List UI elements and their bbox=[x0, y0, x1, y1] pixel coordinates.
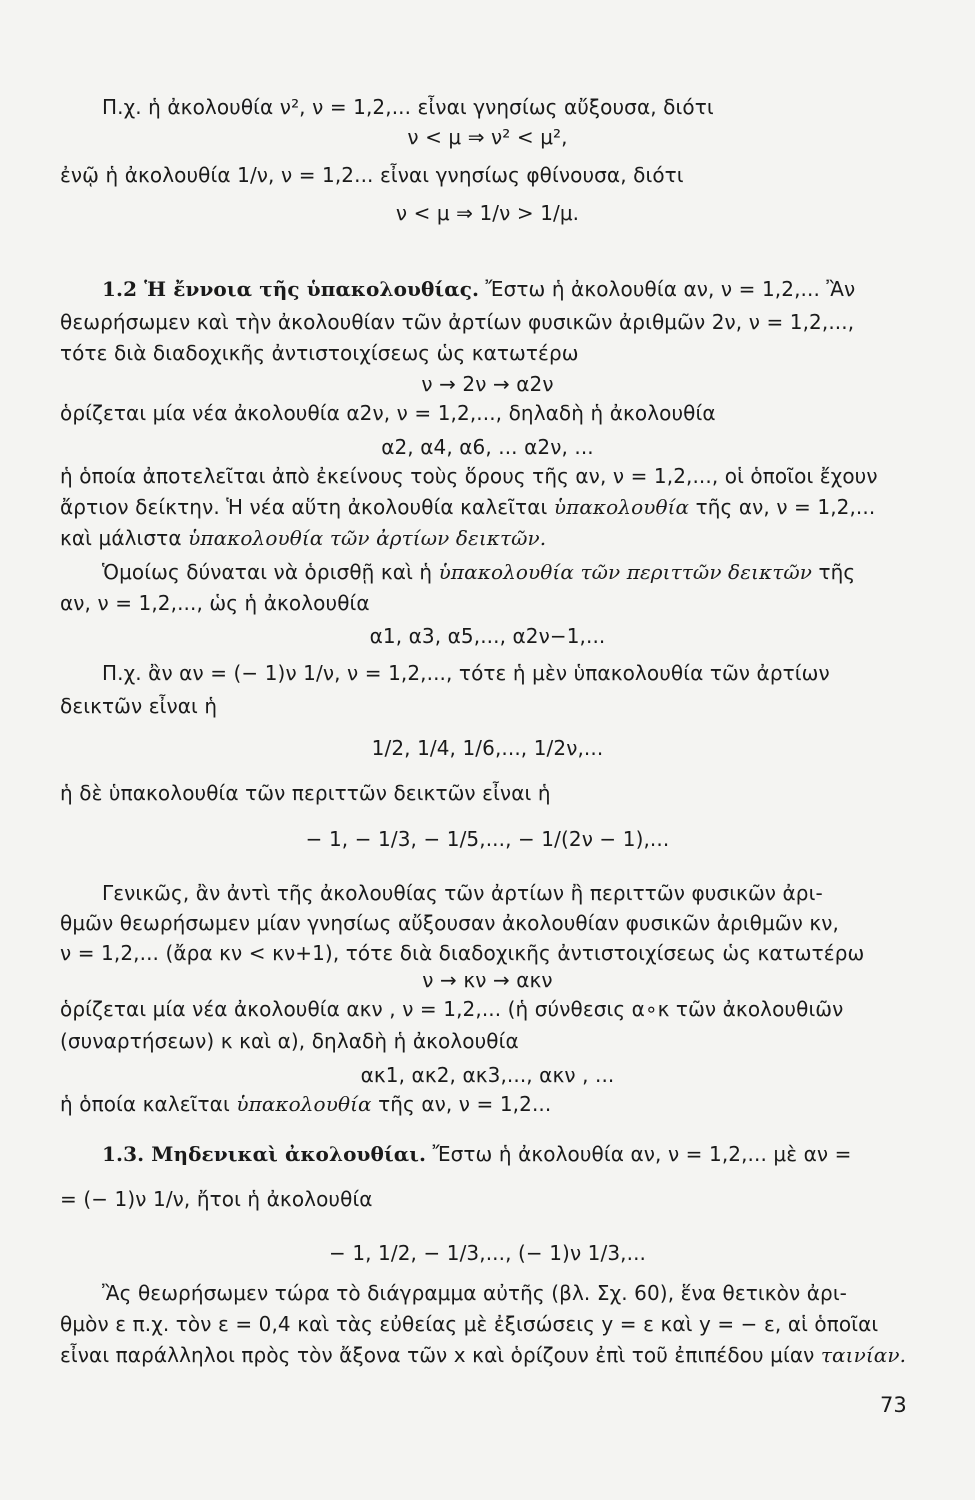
italic-term: ὑπακολουθία bbox=[553, 495, 690, 519]
text-run: τῆς αν, ν = 1,2... bbox=[378, 1092, 552, 1116]
text-run: ἄρτιον δείκτην. Ἡ νέα αὕτη ἀκολουθία καλεῖται bbox=[60, 495, 548, 519]
text-line: Ἂς θεωρήσωμεν τώρα τὸ διάγραμμα αὐτῆς (βλ. Σχ. 60), ἕνα θετικὸν ἀρι- bbox=[102, 1281, 848, 1305]
text-line: (συναρτήσεων) κ καὶ α), δηλαδὴ ἡ ἀκολουθία bbox=[60, 1029, 519, 1053]
section-heading: 1.2 Ἡ ἔννοια τῆς ὑπακολουθίας. bbox=[102, 277, 480, 301]
section-heading: 1.3. Μηδενικαὶ ἀκολουθίαι. bbox=[102, 1142, 427, 1166]
formula: − 1, − 1/3, − 1/5,..., − 1/(2ν − 1),... bbox=[305, 827, 670, 851]
text-line: αν, ν = 1,2,..., ὡς ἡ ἀκολουθία bbox=[60, 591, 370, 615]
italic-term: ὑπακολουθία bbox=[236, 1092, 372, 1116]
text-line: ἡ ὁποία ἀποτελεῖται ἀπὸ ἐκείνους τοὺς ὅρους τῆς αν, ν = 1,2,..., οἱ ὁποῖοι ἔχουν bbox=[60, 464, 878, 488]
text-line: τότε διὰ διαδοχικῆς ἀντιστοιχίσεως ὡς κατωτέρω bbox=[60, 341, 579, 365]
text-line bbox=[60, 525, 546, 551]
text-line bbox=[102, 559, 855, 585]
text-line: ἡ δὲ ὑπακολουθία τῶν περιττῶν δεικτῶν εἶναι ἡ bbox=[60, 781, 551, 805]
formula: ν → κν → ακν bbox=[422, 968, 553, 992]
formula: α2, α4, α6, ... α2ν, ... bbox=[381, 435, 594, 459]
italic-term: ὑπακολουθία τῶν ἀρτίων δεικτῶν. bbox=[188, 526, 547, 550]
formula: ν → 2ν → α2ν bbox=[421, 372, 554, 396]
text-run: καὶ μάλιστα bbox=[60, 526, 182, 550]
text-run: Ὁμοίως δύναται νὰ ὁρισθῇ καὶ ἡ bbox=[102, 560, 433, 584]
page-number: 73 bbox=[880, 1393, 907, 1417]
formula: ακ1, ακ2, ακ3,..., ακν , ... bbox=[360, 1063, 615, 1087]
text-line: Π.χ. ἂν αν = (− 1)ν 1/ν, ν = 1,2,..., τότε ἡ μὲν ὑπακολουθία τῶν ἀρτίων bbox=[102, 661, 830, 685]
section-1-3-line bbox=[102, 1141, 851, 1167]
text-line: ν = 1,2,... (ἄρα κν < κν+1), τότε διὰ διαδοχικῆς ἀντιστοιχίσεως ὡς κατωτέρω bbox=[60, 941, 865, 965]
text-line bbox=[60, 1091, 551, 1117]
text-run: τῆς bbox=[818, 560, 856, 584]
formula: α1, α3, α5,..., α2ν−1,... bbox=[369, 624, 606, 648]
text-line: Γενικῶς, ἂν ἀντὶ τῆς ἀκολουθίας τῶν ἀρτίων ἢ περιττῶν φυσικῶν ἀρι- bbox=[102, 881, 823, 905]
text-line bbox=[60, 494, 875, 520]
text-line bbox=[60, 1342, 906, 1368]
italic-term: ταινίαν. bbox=[820, 1343, 907, 1367]
text-run: Ἔστω ἡ ἀκολουθία αν, ν = 1,2,... μὲ αν = bbox=[432, 1142, 852, 1166]
text-line: Π.χ. ἡ ἀκολουθία ν², ν = 1,2,... εἶναι γνησίως αὔξουσα, διότι bbox=[102, 95, 714, 119]
text-line: = (− 1)ν 1/ν, ἤτοι ἡ ἀκολουθία bbox=[60, 1187, 373, 1211]
text-line: ὁρίζεται μία νέα ἀκολουθία ακν , ν = 1,2,... (ἡ σύνθεσις α∘κ τῶν ἀκολουθιῶν bbox=[60, 997, 844, 1021]
formula: ν < μ ⇒ 1/ν > 1/μ. bbox=[395, 201, 580, 225]
text-run: ἡ ὁποία καλεῖται bbox=[60, 1092, 230, 1116]
text-run: εἶναι παράλληλοι πρὸς τὸν ἄξονα τῶν x καὶ ὁρίζουν ἐπὶ τοῦ ἐπιπέδου μίαν bbox=[60, 1343, 815, 1367]
section-1-2-line bbox=[102, 276, 855, 302]
formula: 1/2, 1/4, 1/6,..., 1/2ν,... bbox=[371, 736, 604, 760]
formula: ν < μ ⇒ ν² < μ², bbox=[407, 125, 568, 149]
italic-term: ὑπακολουθία τῶν περιττῶν δεικτῶν bbox=[438, 560, 813, 584]
text-line: ὁρίζεται μία νέα ἀκολουθία α2ν, ν = 1,2,..., δηλαδὴ ἡ ἀκολουθία bbox=[60, 401, 716, 425]
text-run: Ἔστω ἡ ἀκολουθία αν, ν = 1,2,... Ἂν bbox=[485, 277, 856, 301]
formula: − 1, 1/2, − 1/3,..., (− 1)ν 1/3,... bbox=[329, 1241, 646, 1265]
text-run: τῆς αν, ν = 1,2,... bbox=[695, 495, 876, 519]
text-line: δεικτῶν εἶναι ἡ bbox=[60, 694, 218, 718]
text-line: ἐνῷ ἡ ἀκολουθία 1/ν, ν = 1,2... εἶναι γνησίως φθίνουσα, διότι bbox=[60, 163, 684, 187]
text-line: θμὸν ε π.χ. τὸν ε = 0,4 καὶ τὰς εὐθείας μὲ ἐξισώσεις y = ε καὶ y = − ε, αἱ ὁποῖαι bbox=[60, 1312, 879, 1336]
text-line: θεωρήσωμεν καὶ τὴν ἀκολουθίαν τῶν ἀρτίων φυσικῶν ἀριθμῶν 2ν, ν = 1,2,..., bbox=[60, 310, 855, 334]
text-line: θμῶν θεωρήσωμεν μίαν γνησίως αὔξουσαν ἀκολουθίαν φυσικῶν ἀριθμῶν κν, bbox=[60, 911, 840, 935]
